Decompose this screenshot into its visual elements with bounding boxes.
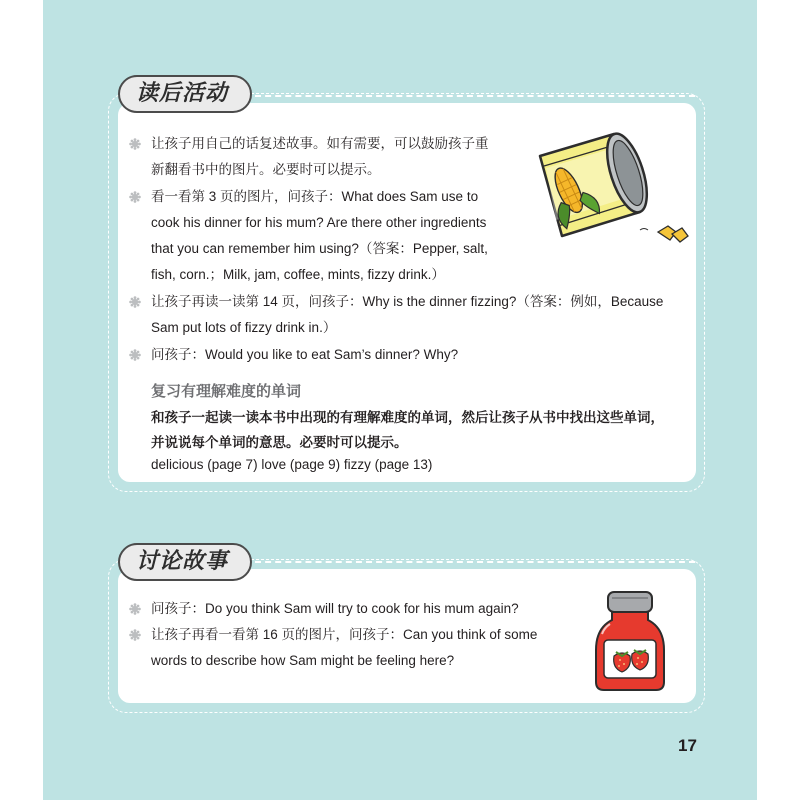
bullet-icon	[129, 296, 141, 308]
bullet-text-line: 让孩子再看一看第 16 页的图片，问孩子：Can you think of some	[151, 627, 538, 642]
vocab-instruction-line: 和孩子一起读一读本书中出现的有理解难度的单词，然后让孩子从书中找出这些单词，	[151, 410, 664, 425]
jam-jar-illustration	[590, 588, 670, 694]
corn-can-illustration	[522, 128, 692, 248]
section1-tag-dashed-line	[255, 95, 695, 97]
bullet-text-line: 看一看第 3 页的图片，问孩子：What does Sam use to	[151, 189, 479, 204]
bullet-text-line: fish, corn.；Milk, jam, coffee, mints, fizzy drink.）	[151, 267, 445, 282]
vocab-instruction-line: 并说说每个单词的意思。必要时可以提示。	[151, 435, 408, 450]
bullet-icon	[129, 629, 141, 641]
bullet-icon	[129, 603, 141, 615]
section2-title: 讨论故事	[118, 543, 252, 581]
page-number: 17	[678, 736, 697, 755]
bullet-text-line: cook his dinner for his mum? Are there other ingredients	[151, 215, 487, 230]
bullet-icon	[129, 191, 141, 203]
bullet-text-line: 让孩子用自己的话复述故事。如有需要，可以鼓励孩子重	[151, 136, 489, 151]
bullet-text-line: words to describe how Sam might be feeling here?	[151, 653, 455, 668]
bullet-text-line: that you can remember him using?（答案：Pepper, salt,	[151, 241, 488, 256]
section2-tag-dashed-line	[255, 561, 695, 563]
bullet-text-line: Sam put lots of fizzy drink in.）	[151, 320, 337, 335]
vocab-heading: 复习有理解难度的单词	[151, 383, 302, 400]
bullet-text-line: 问孩子：Do you think Sam will try to cook for his mum again?	[151, 601, 519, 616]
bullet-text-line: 新翻看书中的图片。必要时可以提示。	[151, 162, 381, 177]
bullet-text-line: 问孩子：Would you like to eat Sam’s dinner? Why?	[151, 347, 459, 362]
bullet-icon	[129, 138, 141, 150]
bullet-icon	[129, 349, 141, 361]
bullet-text-line: 让孩子再读一读第 14 页，问孩子：Why is the dinner fizzing?（答案：例如，Because	[151, 294, 664, 309]
vocab-words: delicious (page 7) love (page 9) fizzy (page 13)	[151, 457, 433, 472]
section1-title: 读后活动	[118, 75, 252, 113]
